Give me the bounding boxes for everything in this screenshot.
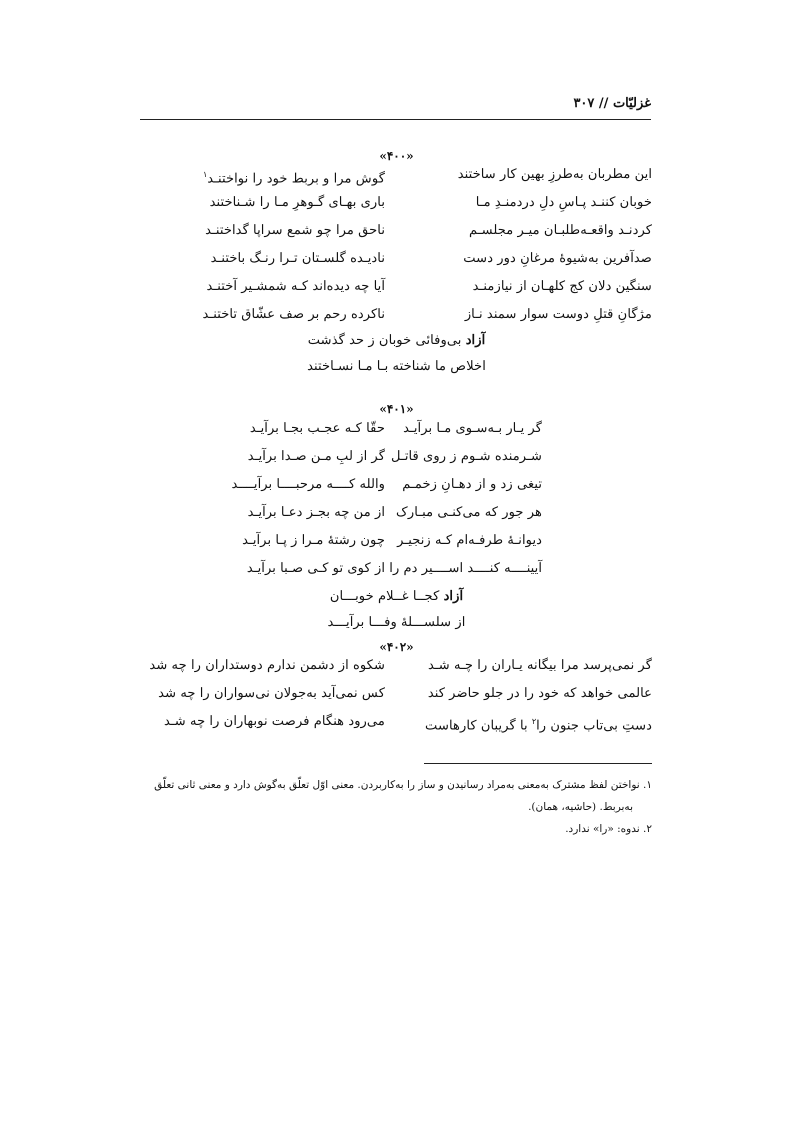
verse-hemistich-right: تيغی زد و از دهـانِ زخمـم xyxy=(402,477,542,492)
verse-hemistich-left: چون رشتهٔ مـرا ز پـا برآيـد xyxy=(242,533,385,548)
verse-hemistich-right: گر يـار بـه‌سـوی مـا برآيـد xyxy=(403,421,542,436)
verse-hemistich-left: شکوه از دشمن ندارم دوستداران را چه شد xyxy=(149,658,385,673)
verse-hemistich-left: ناحق مرا چو شمع سراپا گداختنـد xyxy=(205,223,385,238)
verse-hemistich-left: حقّا کـه عجـب بجـا برآيـد xyxy=(249,421,385,436)
verse-hemistich-right: خوبان کننـد پـاسِ دلِ دردمنـدِ مـا xyxy=(475,195,652,210)
poet-name: آزاد xyxy=(443,589,464,604)
running-header xyxy=(140,88,651,120)
verse-hemistich-right: صدآفرين به‌شيوهٔ مرغانِ دور دست xyxy=(463,251,652,266)
closing-hemistich: اخلاص ما شناخته بـا مـا نسـاختند xyxy=(307,359,486,374)
footnote-1-continued: به‌بربط. (حاشيه، همان). xyxy=(528,801,633,813)
footnote-ref-2: ۲ xyxy=(531,717,537,726)
verse-hemistich-right: گر نمی‌پرسد مرا بيگانه يـاران را چـه شـد xyxy=(427,658,652,673)
closing-hemistich: از سلســـلهٔ وفـــا برآيـــد xyxy=(327,615,466,630)
verse-hemistich-left: باری بهـای گـوهرِ مـا را شـناختند xyxy=(209,195,385,210)
poet-name: آزاد xyxy=(465,333,486,348)
verse-hemistich-left: نادیـده گلسـتان تـرا رنـگ باختنـد xyxy=(210,251,385,266)
verse-hemistich-right: سنگين دلان کج کلهـان از نيازمنـد xyxy=(472,279,652,294)
verse-hemistich-right: هر جور که می‌کنـی مبـارک xyxy=(396,505,542,520)
poem-number-401: «۴۰۱» xyxy=(379,402,414,416)
verse-hemistich-left: گوش مرا و بربط خود را نواختنـد$^۱$ xyxy=(202,170,385,187)
verse-hemistich-right: عالمی خواهد که خود را در جلو حاضر کند xyxy=(427,686,652,701)
verse-hemistich-right: مژگانِ قتلِ دوست سوار سمند نـاز xyxy=(464,307,652,322)
verse-hemistich-right: کردنـد واقعـه‌طلبـان ميـر مجلسـم xyxy=(468,223,652,238)
closing-hemistich: آزاد بی‌وفائی خوبان ز حد گذشت xyxy=(307,333,486,348)
verse-hemistich-left: می‌رود هنگام فرصت نوبهاران را چه شـد xyxy=(163,714,385,729)
verse-hemistich-right: ديوانـهٔ طرفـه‌ام کـه زنجيـر xyxy=(397,533,542,548)
verse-hemistich-right: دستِ بی‌تاب جنون را$^۲$ با گريبان کارهاست xyxy=(425,717,652,734)
poem-number-402: «۴۰۲» xyxy=(379,640,414,654)
verse-hemistich-left: از من چه بجـز دعـا برآيـد xyxy=(247,505,385,520)
footnote-1: ۱. نواختن لفظ مشترک به‌معنی به‌مراد رسانيدن و ساز را به‌کاربردن. معنی اوّل تعلّق به‌گوش دارد و معنی ثانی تعلّق xyxy=(154,779,652,791)
verse-hemistich-left: از کوی تو کـی صـبا برآيـد xyxy=(246,561,385,576)
footnote-ref-1: ۱ xyxy=(202,170,208,179)
verse-hemistich-right: آيينــــه کنــــد اســــير دم را xyxy=(389,561,542,576)
verse-hemistich-right: اين مطربان به‌طرزِ بهين کار ساختند xyxy=(457,167,652,182)
poem-number-400: «۴۰۰» xyxy=(379,149,414,163)
verse-hemistich-left: ناکرده رحم بر صف عشّاق تاختنـد xyxy=(202,307,385,322)
footnote-rule xyxy=(424,763,652,764)
closing-hemistich: آزاد کجــا غــلام خوبـــان xyxy=(329,589,464,604)
verse-hemistich-right: شـرمنده شـوم ز روی قاتـل xyxy=(391,449,542,464)
verse-hemistich-left: گر از لبِ مـن صـدا برآيـد xyxy=(247,449,385,464)
header-rule xyxy=(140,119,651,120)
header-title: غزليّات // ۳۰۷ xyxy=(573,96,651,111)
verse-hemistich-left: آيا چه ديده‌اند کـه شمشـير آختنـد xyxy=(206,279,385,294)
verse-hemistich-left: کس نمی‌آيد به‌جولان نی‌سواران را چه شد xyxy=(158,686,385,701)
verse-hemistich-left: والله کــــه مرحبــــا برآيــــد xyxy=(231,477,385,492)
footnote-2: ۲. ندوه: «را» ندارد. xyxy=(565,823,652,835)
